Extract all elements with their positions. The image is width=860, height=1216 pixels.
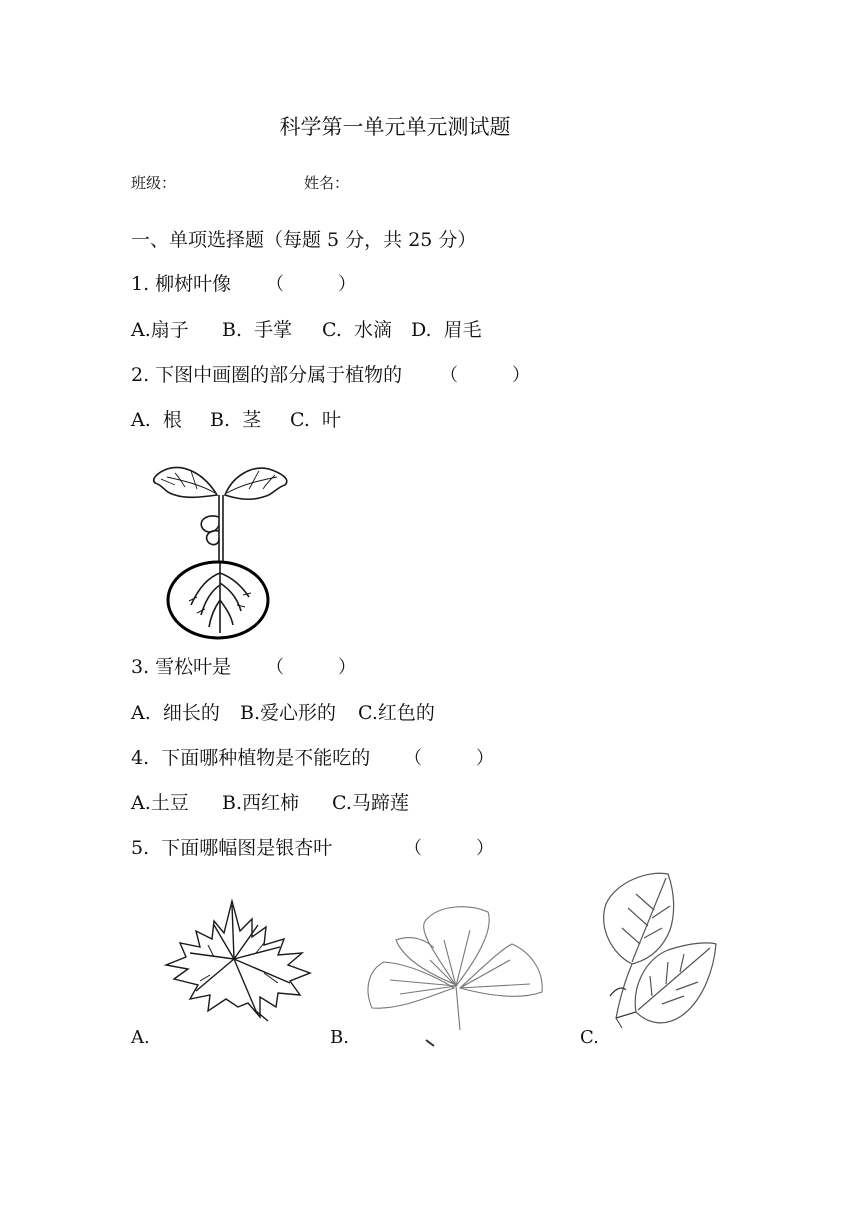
question-5-image-label-b: B. (330, 1027, 349, 1048)
class-label: 班级： (131, 174, 177, 192)
question-1-answer-blank: （ ） (266, 274, 356, 295)
question-1-option-c: C. 水滴 (322, 319, 392, 341)
name-label: 姓名： (304, 174, 350, 192)
question-5-image-label-c: C. (580, 1027, 599, 1048)
question-2-option-b: B. 茎 (210, 409, 262, 431)
question-4-option-a: A.土豆 (131, 792, 189, 814)
question-3-stem: 3. 雪松叶是 (131, 656, 232, 678)
question-4-option-b: B.西红柿 (222, 792, 300, 814)
section-heading: 一、单项选择题（每题 5 分，共 25 分） (131, 229, 477, 251)
question-2-option-a: A. 根 (131, 409, 182, 431)
question-5-image-label-a: A. (131, 1027, 150, 1048)
question-1-stem: 1. 柳树叶像 (131, 273, 232, 295)
page-title: 科学第一单元单元测试题 (279, 115, 511, 139)
question-4-answer-blank: （ ） (404, 748, 494, 769)
question-1-option-d: D. 眉毛 (411, 319, 482, 341)
question-4-option-c: C.马蹄莲 (332, 792, 409, 814)
question-2-option-c: C. 叶 (290, 409, 341, 431)
question-5-answer-blank: （ ） (404, 838, 494, 859)
question-1-option-b: B. 手掌 (222, 319, 293, 341)
seedling-root-figure (145, 455, 305, 645)
question-2-stem: 2. 下图中画圈的部分属于植物的 (131, 364, 403, 386)
question-3-answer-blank: （ ） (266, 657, 356, 678)
question-4-stem: 4. 下面哪种植物是不能吃的 (131, 747, 371, 769)
question-3-option-a: A. 细长的 (131, 702, 220, 724)
question-3-option-b: B.爱心形的 (240, 702, 337, 724)
question-3-option-c: C.红色的 (358, 702, 435, 724)
ginkgo-leaf-figure (360, 900, 560, 1050)
maple-leaf-figure (160, 895, 320, 1025)
question-2-answer-blank: （ ） (440, 365, 530, 386)
question-5-stem: 5. 下面哪幅图是银杏叶 (131, 837, 333, 859)
poplar-leaf-figure (592, 868, 724, 1038)
question-1-option-a: A.扇子 (131, 319, 189, 341)
